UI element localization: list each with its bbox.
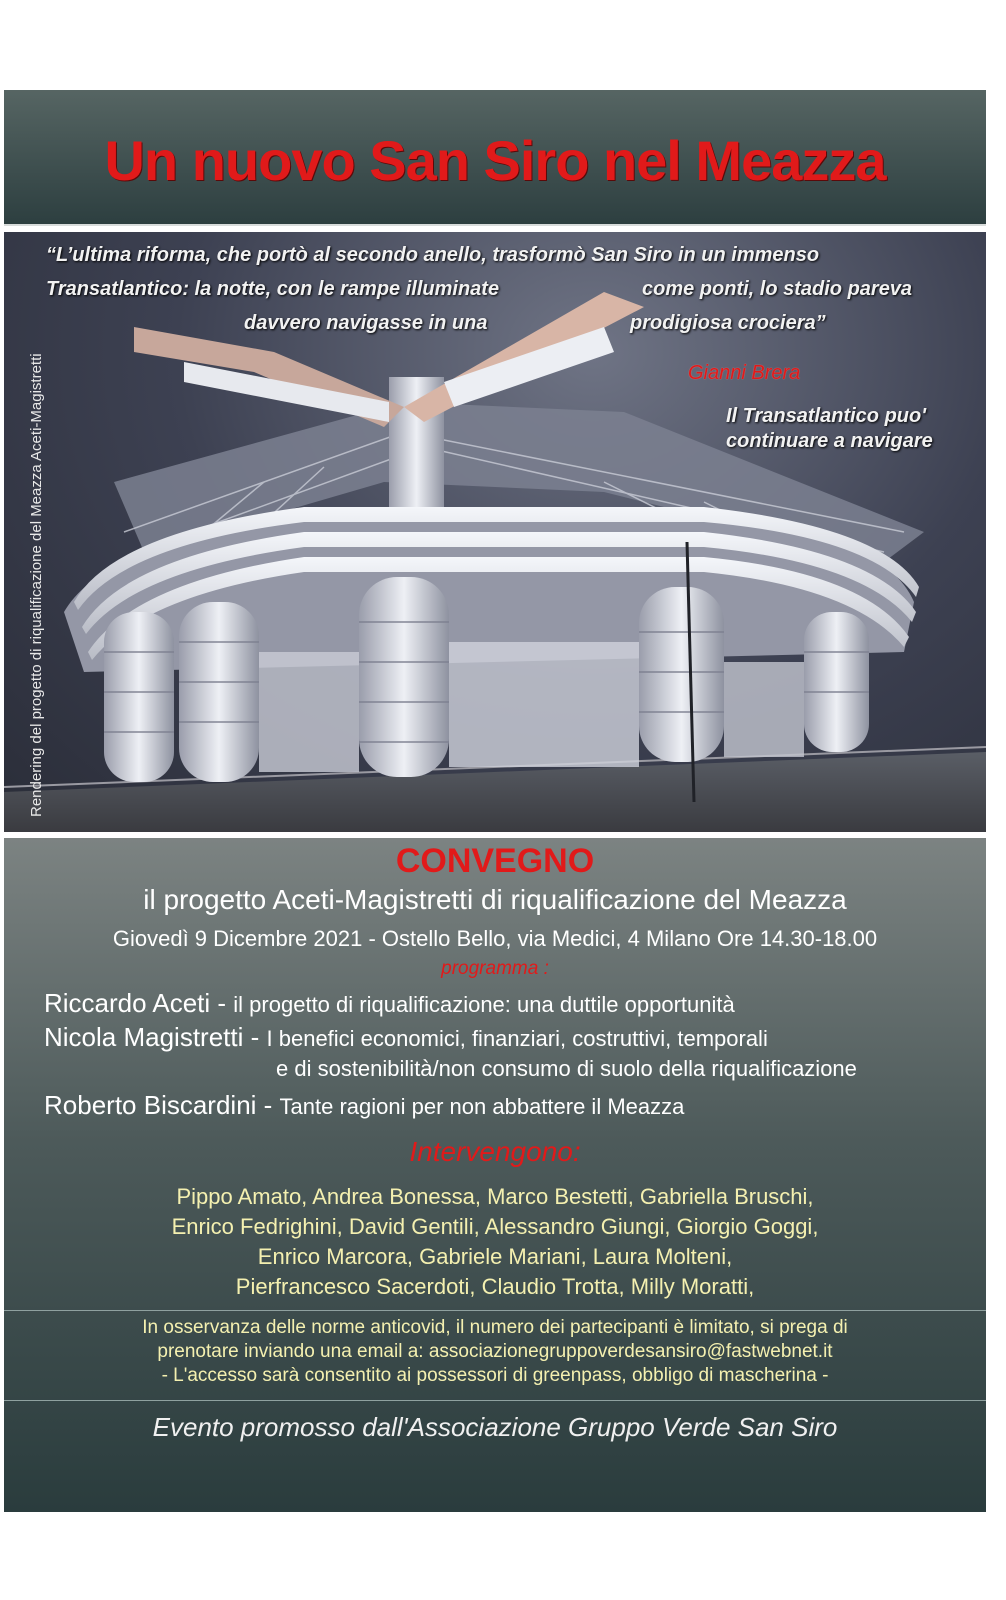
notice-line: prenotare inviando una email a: associazionegruppoverdesansiro@fastwebnet.it xyxy=(157,1341,833,1362)
intervengono-label: Intervengono: xyxy=(409,1136,581,1167)
rendering-caption: Rendering del progetto di riqualificazione del Meazza Aceti-Magistretti xyxy=(28,353,45,817)
subquote xyxy=(726,404,933,454)
speaker-dash: - xyxy=(243,1022,267,1052)
stadium-rendering xyxy=(4,232,986,832)
subquote-line-1: Il Transatlantico puo' xyxy=(726,405,926,427)
event-project-title: il progetto Aceti-Magistretti di riqualificazione del Meazza xyxy=(143,884,847,915)
stadium-illustration xyxy=(4,232,986,832)
covid-notice xyxy=(4,1316,986,1388)
event-info xyxy=(4,838,986,1512)
quote-line-2a: Transatlantico: la notte, con le rampe illuminate xyxy=(46,278,500,300)
promoter-footer: Evento promosso dall'Associazione Gruppo Verde San Siro xyxy=(152,1412,838,1442)
speaker-dash: - xyxy=(256,1090,280,1120)
speaker-topic: il progetto di riqualificazione: una duttile opportunità xyxy=(233,992,735,1017)
notice-line: In osservanza delle norme anticovid, il numero dei partecipanti è limitato, si prega di xyxy=(142,1317,848,1338)
participants-line: Enrico Fedrighini, David Gentili, Alessandro Giungi, Giorgio Goggi, xyxy=(171,1214,819,1239)
event-poster xyxy=(4,90,986,1512)
speaker-name: Riccardo Aceti xyxy=(44,988,211,1018)
poster-title: Un nuovo San Siro nel Meazza xyxy=(104,129,886,192)
quote-line-1: “L’ultima riforma, che portò al secondo anello, trasformò San Siro in un immenso xyxy=(46,244,820,266)
notice-line: - L'accesso sarà consentito ai possessori di greenpass, obbligo di mascherina - xyxy=(161,1365,829,1386)
quote-line-3a: davvero navigasse in una xyxy=(244,312,488,334)
speaker-name: Nicola Magistretti xyxy=(44,1022,244,1052)
title-band xyxy=(4,90,986,226)
speaker-dash: - xyxy=(210,988,234,1018)
speaker-topic-continuation: e di sostenibilità/non consumo di suolo della riqualificazione xyxy=(276,1056,857,1081)
divider xyxy=(4,1310,986,1311)
participants-list xyxy=(4,1182,986,1302)
subquote-line-2: continuare a navigare xyxy=(726,430,933,452)
speaker-name: Roberto Biscardini xyxy=(44,1090,257,1120)
event-heading: CONVEGNO xyxy=(395,842,595,880)
speaker-row xyxy=(44,988,735,1019)
programma-label: programma : xyxy=(441,958,549,979)
speaker-topic: Tante ragioni per non abbattere il Meazza xyxy=(279,1094,685,1119)
quote-line-3b: prodigiosa crociera” xyxy=(630,312,826,334)
participants-line: Enrico Marcora, Gabriele Mariani, Laura Molteni, xyxy=(257,1244,733,1269)
quote-line-2b: come ponti, lo stadio pareva xyxy=(642,278,913,300)
event-date-place: Giovedì 9 Dicembre 2021 - Ostello Bello, via Medici, 4 Milano Ore 14.30-18.00 xyxy=(112,926,878,951)
speaker-topic: I benefici economici, finanziari, costruttivi, temporali xyxy=(266,1026,768,1051)
participants-line: Pierfrancesco Sacerdoti, Claudio Trotta, Milly Moratti, xyxy=(235,1274,755,1299)
divider xyxy=(4,1400,986,1401)
speaker-row xyxy=(44,1090,684,1121)
quote-author: Gianni Brera xyxy=(688,362,801,384)
participants-line: Pippo Amato, Andrea Bonessa, Marco Bestetti, Gabriella Bruschi, xyxy=(176,1184,814,1209)
speaker-row xyxy=(44,1022,768,1053)
